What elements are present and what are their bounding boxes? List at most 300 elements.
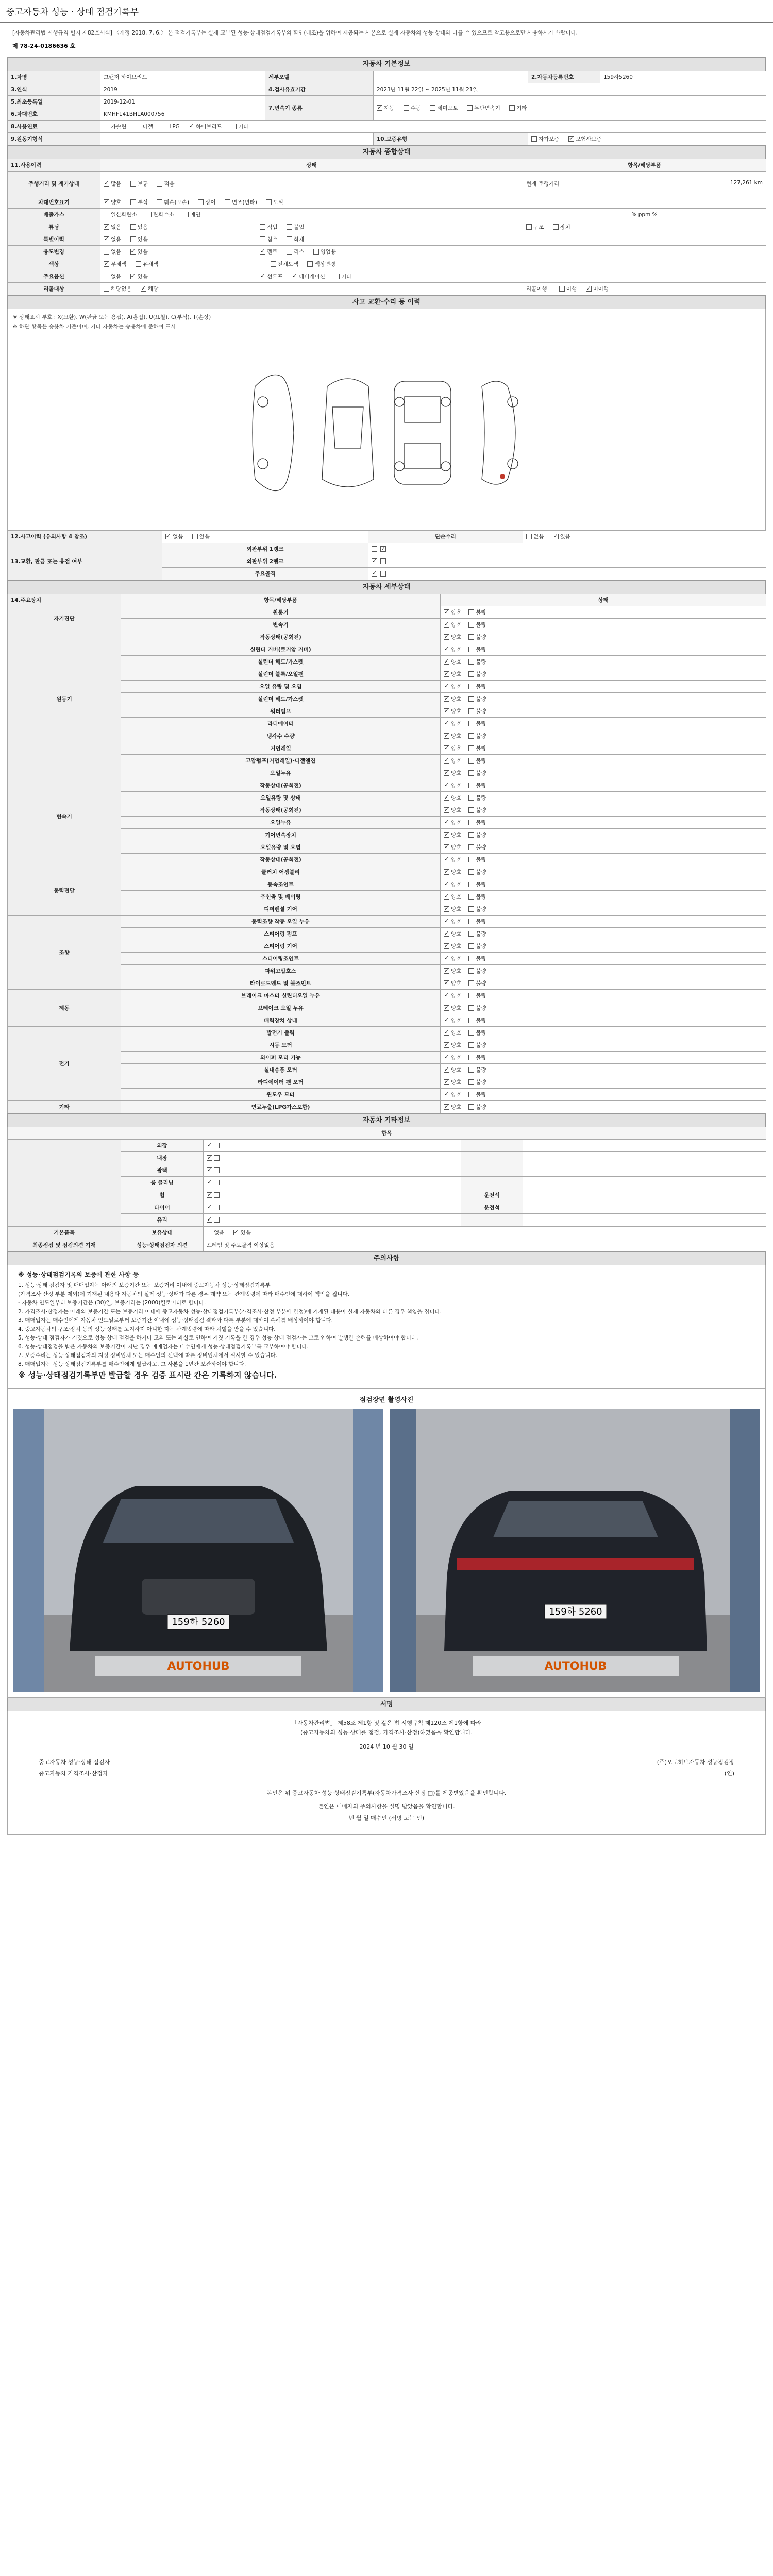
value: KMHF141BHLA000756 [100, 108, 265, 121]
checkbox[interactable] [104, 286, 109, 292]
mileage: 현재 주행거리 127,261 km [523, 172, 766, 196]
fuel-options: 가솔린 디젤 LPG ✓ 하이브리드 기타 [100, 121, 766, 133]
item-state: ✓ 양호 불량 [441, 1039, 766, 1052]
checkbox[interactable] [130, 236, 136, 242]
label: 7.변속기 종류 [265, 96, 374, 121]
checkbox[interactable] [104, 274, 109, 279]
checkbox[interactable] [130, 249, 136, 255]
item-label: 브레이크 오일 누유 [121, 1002, 441, 1014]
item-state: ✓ 양호 불량 [441, 1027, 766, 1039]
checkbox[interactable] [468, 758, 474, 764]
item-state: ✓ 양호 불량 [441, 643, 766, 656]
label: 6.차대번호 [8, 108, 100, 121]
checkbox[interactable] [509, 105, 515, 111]
item-state: ✓ 양호 불량 [441, 940, 766, 953]
item-label: 연료누출(LPG가스포함) [121, 1101, 441, 1113]
checkbox[interactable] [271, 261, 276, 267]
car-top-icon [322, 379, 374, 487]
row-label: 기본품목 [8, 1227, 121, 1239]
checkbox[interactable] [468, 708, 474, 714]
sign-date: 2024 년 10 월 30 일 [359, 1743, 414, 1750]
item-label: 실린더 블록/오일팬 [121, 668, 441, 681]
section-detail: 자동차 세부상태 [7, 580, 766, 594]
checkbox[interactable] [141, 286, 146, 292]
item-label: 스티어링 펌프 [121, 928, 441, 940]
item-label: 작동상태(공회전) [121, 854, 441, 866]
item-state: ✓ 양호 불량 [441, 742, 766, 755]
doc-no-label: 제 [12, 43, 18, 49]
detail-table [7, 594, 766, 1113]
checkbox[interactable] [207, 1205, 212, 1210]
checkbox[interactable] [207, 1155, 212, 1161]
side-state [523, 1164, 766, 1177]
checkbox[interactable] [444, 671, 449, 677]
group-label [8, 1140, 121, 1226]
checkbox[interactable] [287, 224, 292, 230]
item-label: 라디에이터 팬 모터 [121, 1076, 441, 1089]
checkbox[interactable] [444, 993, 449, 998]
group-label: 변속기 [8, 767, 121, 866]
checkbox[interactable] [468, 684, 474, 689]
item-label: 작동상태(공회전) [121, 779, 441, 792]
checkbox[interactable] [130, 199, 136, 205]
side-state [523, 1177, 766, 1189]
checkbox[interactable] [189, 124, 194, 129]
checkbox[interactable] [468, 783, 474, 788]
document-title: 중고자동차 성능 · 상태 점검기록부 [0, 0, 773, 23]
other-extra-table: 기본품목 보유상태 없음 ✓ 있음 최종점검 및 점검의견 기재 성능·상태점검자 의견 프레임 및 주요골격 이상없음 [7, 1226, 766, 1251]
checkbox[interactable] [146, 212, 152, 217]
item-state: ✓ 양호 불량 [441, 705, 766, 718]
checkbox[interactable] [183, 212, 189, 217]
checkbox[interactable] [104, 224, 109, 230]
checkbox[interactable] [104, 199, 109, 205]
checkbox[interactable] [444, 1079, 449, 1085]
checkbox[interactable] [214, 1143, 220, 1148]
checkbox[interactable] [404, 105, 409, 111]
checkbox[interactable] [553, 224, 559, 230]
item-label: 디퍼렌셜 기어 [121, 903, 441, 916]
item-label: 작동상태(공회전) [121, 804, 441, 817]
item-state: ✓ 양호 불량 [441, 1101, 766, 1113]
checkbox[interactable] [468, 647, 474, 652]
checkbox[interactable] [468, 721, 474, 726]
checkbox[interactable] [307, 261, 313, 267]
checkbox[interactable] [214, 1155, 220, 1161]
checkbox[interactable] [468, 1055, 474, 1060]
note-item: 3. 매매업자는 매수인에게 자동차 인도일로부터 보증기간 이내에 성능·상태점검 결과와 다른 부분에 대하여 손해를 배상하여야 합니다. [18, 1317, 333, 1324]
checkbox[interactable] [468, 1030, 474, 1036]
notes-footer: ※ 성능·상태점검기록부만 발급할 경우 검증 표시란 칸은 기록하지 않습니다. [18, 1370, 277, 1380]
damage-legend-note: ※ 하단 항목은 승용차 기준이며, 기타 자동차는 승용차에 준하여 표시 [13, 324, 176, 330]
checkbox[interactable] [526, 224, 532, 230]
side-state [523, 1152, 766, 1164]
col-header: 14.주요장치 [8, 594, 121, 606]
item-state: ✓ 양호 불량 [441, 730, 766, 742]
label: 3.연식 [8, 83, 100, 96]
checkbox[interactable] [231, 124, 237, 129]
note-item: - 자동차 인도일부터 보증기간은 (30)일, 보증거리는 (2000)킬로미터로 합니다. [18, 1300, 206, 1306]
item-state: ✓ 양호 불량 [441, 1089, 766, 1101]
section-other: 자동차 기타정보 [7, 1113, 766, 1127]
item-label: 오일 유량 및 오염 [121, 681, 441, 693]
checkbox[interactable] [260, 249, 265, 255]
checkbox[interactable] [468, 869, 474, 875]
checkbox[interactable] [444, 708, 449, 714]
checkbox[interactable] [444, 1030, 449, 1036]
checkbox[interactable] [468, 609, 474, 615]
sign-line-1: 「자동차관리법」 제58조 제1항 및 같은 법 시행규칙 제120조 제1항에 따라 [291, 1720, 482, 1726]
item-label: 발전기 출력 [121, 1027, 441, 1039]
checkbox[interactable] [225, 199, 230, 205]
checkbox[interactable] [468, 634, 474, 640]
checkbox[interactable] [214, 1217, 220, 1223]
checkbox[interactable] [136, 124, 141, 129]
checkbox[interactable] [468, 1005, 474, 1011]
item-label: 커먼레일 [121, 742, 441, 755]
checkbox[interactable] [444, 980, 449, 986]
checkbox[interactable] [444, 721, 449, 726]
item-state: ✓ 양호 불량 [441, 1064, 766, 1076]
col-header: 항목/해당부품 [121, 594, 441, 606]
row-label: 단순수리 [368, 531, 523, 543]
checkbox[interactable] [130, 181, 136, 187]
checkbox[interactable] [468, 956, 474, 961]
checkbox[interactable] [444, 770, 449, 776]
checkbox[interactable] [444, 820, 449, 825]
row-label: 최종점검 및 점검의견 기재 [8, 1239, 121, 1251]
checkbox[interactable] [104, 181, 109, 187]
row-label: 특별이력 [8, 233, 100, 246]
state: 해당없음 ✓ 해당 [100, 283, 523, 295]
note-item: 4. 중고자동차의 구조·장치 등의 성능·상태를 고지하지 아니한 자는 관계법령에 따라 처벌을 받을 수 있습니다. [18, 1326, 276, 1332]
item-label: 파워고압호스 [121, 965, 441, 977]
checkbox[interactable] [266, 199, 272, 205]
section-basic: 자동차 기본정보 [7, 57, 766, 71]
item-label: 타이로드엔드 및 볼조인트 [121, 977, 441, 990]
checkbox[interactable] [444, 1067, 449, 1073]
item-state: ✓ 양호 불량 [441, 891, 766, 903]
checkbox[interactable] [444, 659, 449, 665]
item-label: 작동상태(공회전) [121, 631, 441, 643]
checkbox[interactable] [444, 869, 449, 875]
checkbox[interactable] [468, 622, 474, 628]
checkbox[interactable] [198, 199, 204, 205]
checkbox[interactable] [444, 956, 449, 961]
checkbox[interactable] [468, 931, 474, 937]
item-label: 추친축 및 베어링 [121, 891, 441, 903]
checkbox[interactable] [214, 1192, 220, 1198]
wheel-icon [258, 459, 268, 469]
doc-no-suffix: 호 [70, 43, 76, 49]
checkbox[interactable] [468, 943, 474, 949]
notes-list [18, 1281, 755, 1369]
checkbox[interactable] [157, 199, 162, 205]
checkbox[interactable] [468, 1042, 474, 1048]
checkbox[interactable] [444, 696, 449, 702]
checkbox[interactable] [444, 968, 449, 974]
inspector-opinion: 프레임 및 주요골격 이상없음 [204, 1239, 766, 1251]
value: 159하5260 [600, 71, 766, 83]
item-label: 광택 [121, 1164, 204, 1177]
checkbox[interactable] [207, 1180, 212, 1185]
checkbox[interactable] [468, 770, 474, 776]
item-label: 실내송풍 모터 [121, 1064, 441, 1076]
item-label: 냉각수 수량 [121, 730, 441, 742]
checkbox[interactable] [136, 261, 141, 267]
checkbox[interactable] [468, 733, 474, 739]
item-label: 등속조인트 [121, 878, 441, 891]
checkbox[interactable] [104, 124, 109, 129]
checkbox[interactable] [468, 820, 474, 825]
row-label: 외판부위 2랭크 [162, 555, 368, 568]
section-notes: 주의사항 [7, 1251, 766, 1265]
value [374, 71, 528, 83]
side-label: 운전석 [461, 1189, 523, 1201]
transmission-options: ✓ 자동 수동 세미오토 무단변속기 기타 [374, 96, 766, 121]
item-label: 오일누유 [121, 817, 441, 829]
label: 1.차명 [8, 71, 100, 83]
checkbox[interactable] [260, 224, 265, 230]
checkbox[interactable] [214, 1167, 220, 1173]
wheel-icon [258, 397, 268, 407]
car-left-side-icon [253, 375, 294, 491]
row-label: 용도변경 [8, 246, 100, 258]
checkbox[interactable] [468, 968, 474, 974]
item-label: 변속기 [121, 619, 441, 631]
state: 없음 ✓ 있음 [523, 531, 766, 543]
item-state: ✓ 양호 불량 [441, 965, 766, 977]
checkbox[interactable] [334, 274, 340, 279]
checkbox[interactable] [468, 857, 474, 862]
item-label: 원동기 [121, 606, 441, 619]
checkbox[interactable] [468, 882, 474, 887]
state: ✓ 없음 있음 [162, 531, 368, 543]
checkbox[interactable] [468, 1067, 474, 1073]
checkbox[interactable] [214, 1180, 220, 1185]
checkbox[interactable] [287, 236, 292, 242]
checkbox[interactable] [207, 1167, 212, 1173]
checkbox[interactable] [468, 1079, 474, 1085]
checkbox[interactable] [444, 647, 449, 652]
row-label: 배출가스 [8, 209, 100, 221]
checkbox[interactable] [214, 1205, 220, 1210]
checkbox[interactable] [162, 124, 167, 129]
checkbox[interactable] [444, 844, 449, 850]
checkbox[interactable] [444, 622, 449, 628]
checkbox[interactable] [207, 1143, 212, 1148]
checkbox[interactable] [444, 832, 449, 838]
checkbox[interactable] [444, 684, 449, 689]
checkbox[interactable] [430, 105, 435, 111]
checkbox[interactable] [444, 795, 449, 801]
checkbox[interactable] [468, 1104, 474, 1110]
item-state: ✓ 양호 불량 [441, 841, 766, 854]
item-state: ✓ 양호 불량 [441, 1014, 766, 1027]
checkbox[interactable] [468, 844, 474, 850]
checkbox[interactable] [468, 980, 474, 986]
checkbox[interactable] [468, 671, 474, 677]
checkbox[interactable] [553, 534, 559, 539]
checkbox[interactable] [559, 286, 565, 292]
note-item: 6. 성능·상태점검을 받은 자동차의 보증기간이 지난 경우 매매업자는 매수인에게 성능·상태점검기록부를 교부하여야 합니다. [18, 1344, 309, 1350]
sign-area [7, 1711, 766, 1835]
item-state: ✓ 양호 불량 [441, 693, 766, 705]
checkbox[interactable] [104, 261, 109, 267]
note-item: 8. 매매업자는 성능·상태점검기록부를 매수인에게 발급하고, 그 사본을 1년간 보관하여야 합니다. [18, 1361, 246, 1367]
checkbox[interactable] [468, 906, 474, 912]
checkbox[interactable] [468, 832, 474, 838]
inspector-label: 중고자동차 성능·상태 점검자 [39, 1759, 110, 1766]
checkbox[interactable] [260, 236, 265, 242]
checkbox[interactable] [444, 1104, 449, 1110]
checkbox[interactable] [444, 1042, 449, 1048]
state: 구조 장치 [523, 221, 766, 233]
group-label: 동력전달 [8, 866, 121, 916]
item-label: 클러치 어셈블리 [121, 866, 441, 878]
side-label [461, 1152, 523, 1164]
checkbox[interactable] [586, 286, 592, 292]
row-label: 성능·상태점검자 의견 [121, 1239, 204, 1251]
checkbox[interactable] [444, 758, 449, 764]
item-state [204, 1189, 461, 1201]
checkbox[interactable] [372, 558, 377, 564]
item-label: 동력조향 작동 오일 누유 [121, 916, 441, 928]
checkbox[interactable] [444, 931, 449, 937]
front-photo [13, 1409, 383, 1692]
item-state [204, 1164, 461, 1177]
checkbox[interactable] [468, 919, 474, 924]
checkbox[interactable] [104, 236, 109, 242]
car-outline-diagram [245, 366, 533, 500]
section-damage: 사고 교환·수리 등 이력 [7, 295, 766, 309]
checkbox[interactable] [444, 882, 449, 887]
side-label [461, 1140, 523, 1152]
item-state: ✓ 양호 불량 [441, 1052, 766, 1064]
basic-table [7, 71, 766, 145]
item-state: ✓ 양호 불량 [441, 953, 766, 965]
row-label: 13.교환, 판금 또는 용접 여부 [8, 543, 162, 580]
checkbox[interactable] [444, 1055, 449, 1060]
checkbox[interactable] [444, 1005, 449, 1011]
recall-state: 리콜이행 이행 ✓ 미이행 [523, 283, 766, 295]
checkbox[interactable] [467, 105, 473, 111]
note-item: (가격조사·산정 부분 제외)에 기재된 내용과 자동차의 실제 성능·상태가 다른 경우 계약 또는 관계법령에 따라 매수인에 대하여 책임을 집니다. [18, 1291, 349, 1297]
checkbox[interactable] [444, 783, 449, 788]
checkbox[interactable] [130, 224, 136, 230]
item-label: 스티어링 기어 [121, 940, 441, 953]
checkbox[interactable] [468, 659, 474, 665]
checkbox[interactable] [444, 609, 449, 615]
checkbox[interactable] [444, 857, 449, 862]
checkbox[interactable] [444, 807, 449, 813]
checkbox[interactable] [468, 807, 474, 813]
checkbox[interactable] [233, 1230, 239, 1235]
checkbox[interactable] [468, 795, 474, 801]
checkbox[interactable] [444, 919, 449, 924]
item-label: 내장 [121, 1152, 204, 1164]
checkbox[interactable] [468, 1092, 474, 1097]
checkbox[interactable] [444, 894, 449, 900]
checkbox[interactable] [104, 249, 109, 255]
item-state: ✓ 양호 불량 [441, 903, 766, 916]
checkbox[interactable] [468, 745, 474, 751]
value [100, 133, 374, 145]
label: 10.보증유형 [374, 133, 528, 145]
warranty-options: 자가보증 ✓ 보험사보증 [528, 133, 766, 145]
checkbox[interactable] [468, 894, 474, 900]
item-state: ✓ 양호 불량 [441, 804, 766, 817]
checkbox[interactable] [444, 943, 449, 949]
row-label: 튜닝 [8, 221, 100, 233]
rear-photo [390, 1409, 760, 1692]
item-state: ✓ 양호 불량 [441, 767, 766, 779]
checkbox[interactable] [380, 546, 386, 552]
side-state [523, 1140, 766, 1152]
checkbox[interactable] [157, 181, 162, 187]
notes-header: ※ 성능·상태점검기록의 보증에 관한 사항 등 [18, 1271, 139, 1278]
checkbox[interactable] [207, 1217, 212, 1223]
checkbox[interactable] [372, 571, 377, 577]
checkbox[interactable] [568, 136, 574, 142]
checkbox[interactable] [444, 1092, 449, 1097]
item-label: 라디에이터 [121, 718, 441, 730]
front-car-image [13, 1409, 383, 1692]
checkbox[interactable] [380, 571, 386, 577]
item-label: 배력장치 상태 [121, 1014, 441, 1027]
checkbox[interactable] [380, 558, 386, 564]
checkbox[interactable] [372, 546, 377, 552]
state: 없음 ✓ 있음 ✓ 렌트 리스 영업용 [100, 246, 766, 258]
checkbox[interactable] [531, 136, 537, 142]
checkbox[interactable] [444, 733, 449, 739]
checkbox[interactable] [207, 1230, 212, 1235]
checkbox[interactable] [104, 212, 109, 217]
checkbox[interactable] [292, 274, 297, 279]
item-label: 윈도우 모터 [121, 1089, 441, 1101]
checkbox[interactable] [287, 249, 292, 255]
section-general: 자동차 종합상태 [7, 145, 766, 159]
receipt-line: 본인은 위 중고자동차 성능·상태점검기록부(자동차가격조사·산정 □)를 제공받았음을 확인합니다. [266, 1790, 507, 1797]
value: 2023년 11월 22일 ~ 2025년 11월 21일 [374, 83, 766, 96]
checkbox[interactable] [192, 534, 198, 539]
item-state: ✓ 양호 불량 [441, 990, 766, 1002]
checkbox[interactable] [526, 534, 532, 539]
front-plate-text: 159하 5260 [172, 1617, 225, 1628]
car-right-side-icon [482, 381, 515, 484]
checkbox[interactable] [444, 745, 449, 751]
side-state [523, 1201, 766, 1214]
checkbox[interactable] [207, 1192, 212, 1198]
checkbox[interactable] [260, 274, 265, 279]
checkbox[interactable] [468, 696, 474, 702]
checkbox[interactable] [165, 534, 171, 539]
item-state: ✓ 양호 불량 [441, 779, 766, 792]
checkbox[interactable] [377, 105, 382, 111]
notes-box [7, 1265, 766, 1388]
state: ✓ 많음 보통 적음 [100, 172, 523, 196]
checkbox[interactable] [468, 993, 474, 998]
checkbox[interactable] [468, 1018, 474, 1023]
checkbox[interactable] [313, 249, 319, 255]
item-label: 브레이크 마스터 실린더오일 누유 [121, 990, 441, 1002]
checkbox[interactable] [444, 634, 449, 640]
checkbox[interactable] [444, 1018, 449, 1023]
item-state: ✓ 양호 불량 [441, 718, 766, 730]
side-state [523, 1214, 766, 1226]
checkbox[interactable] [444, 906, 449, 912]
checkbox[interactable] [130, 274, 136, 279]
